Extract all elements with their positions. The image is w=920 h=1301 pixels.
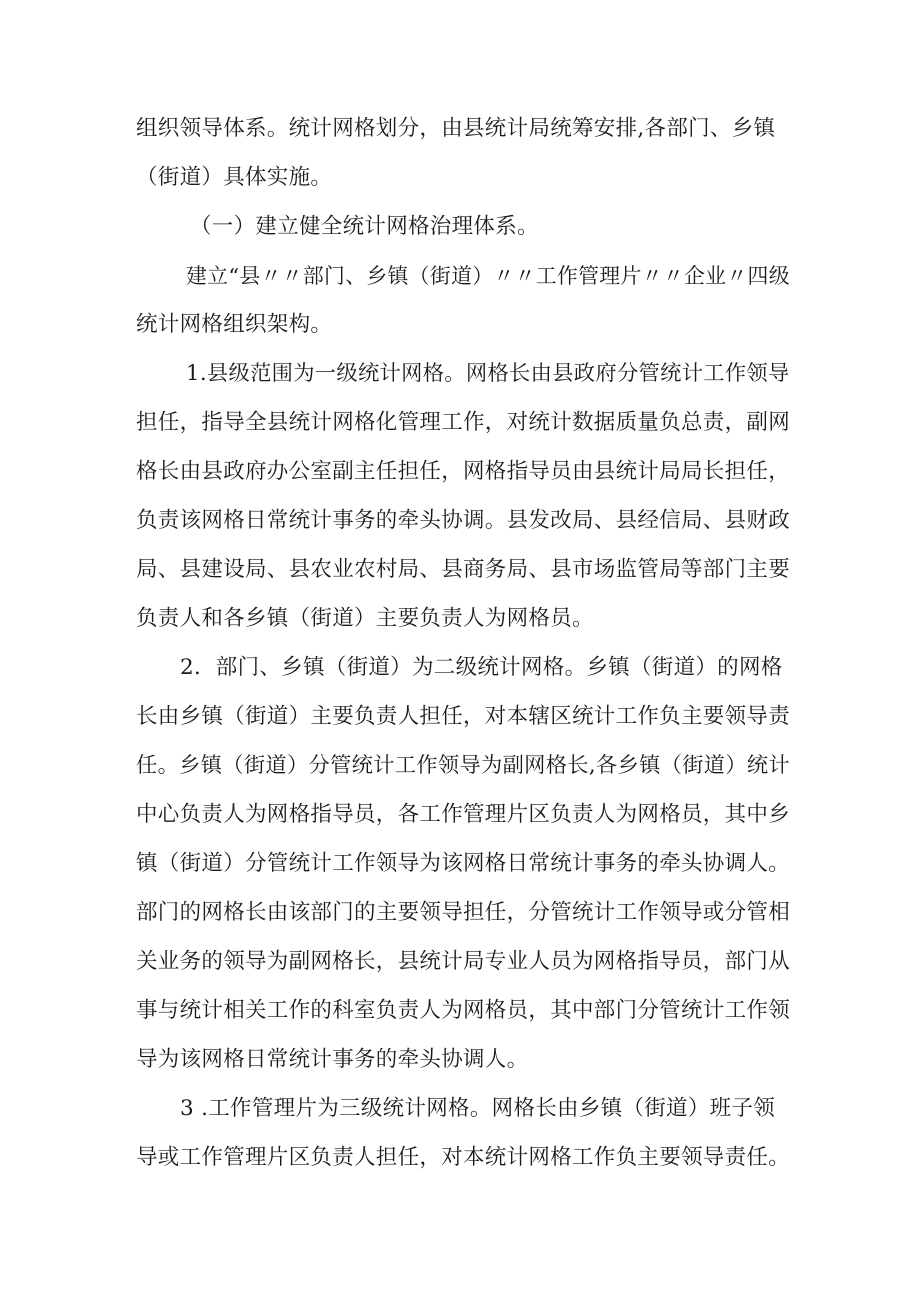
text-line: 部门的网格长由该部门的主要领导担任，分管统计工作领导或分管相 — [136, 900, 791, 925]
text-line: 2．部门、乡镇（街道）为二级统计网格。乡镇（街道）的网格 — [180, 655, 783, 680]
text-line: 任。乡镇（街道）分管统计工作领导为副网格长,各乡镇（街道）统计 — [136, 753, 791, 778]
text-line: 组织领导体系。统计网格划分，由县统计局统筹安排,各部门、乡镇 — [136, 116, 776, 141]
text-line: 负责人和各乡镇（街道）主要负责人为网格员。 — [136, 606, 594, 631]
text-line: 导为该网格日常统计事务的牵头协调人。 — [136, 1047, 529, 1072]
text-line: 统计网格组织架构。 — [136, 312, 333, 337]
text-line: 导或工作管理片区负责人担任，对本统计网格工作负主要领导责任。 — [136, 1145, 791, 1170]
text-line: 镇（街道）分管统计工作领导为该网格日常统计事务的牵头协调人。 — [136, 851, 791, 876]
text-line: 事与统计相关工作的科室负责人为网格员，其中部门分管统计工作领 — [136, 998, 791, 1023]
text-line: 长由乡镇（街道）主要负责人担任，对本辖区统计工作负主要领导责 — [136, 704, 791, 729]
text-line: 关业务的领导为副网格长，县统计局专业人员为网格指导员，部门从 — [136, 949, 791, 974]
text-line: 3 .工作管理片为三级统计网格。网格长由乡镇（街道）班子领 — [180, 1096, 776, 1121]
text-line: 建立“县〃〃部门、乡镇（街道）〃〃工作管理片〃〃企业〃四级 — [186, 264, 790, 288]
text-line: （街道）具体实施。 — [136, 165, 333, 190]
text-line: 格长由县政府办公室副主任担任，网格指导员由县统计局局长担任， — [136, 459, 791, 484]
text-line: 局、县建设局、县农业农村局、县商务局、县市场监管局等部门主要 — [136, 557, 791, 582]
text-line: 1.县级范围为一级统计网格。网格长由县政府分管统计工作领导 — [186, 361, 790, 386]
text-line: 负责该网格日常统计事务的牵头协调。县发改局、县经信局、县财政 — [136, 508, 791, 533]
text-line: 中心负责人为网格指导员，各工作管理片区负责人为网格员，其中乡 — [136, 802, 791, 827]
text-line: 担任，指导全县统计网格化管理工作，对统计数据质量负总责，副网 — [136, 410, 791, 435]
section-heading: （一）建立健全统计网格治理体系。 — [190, 214, 539, 239]
